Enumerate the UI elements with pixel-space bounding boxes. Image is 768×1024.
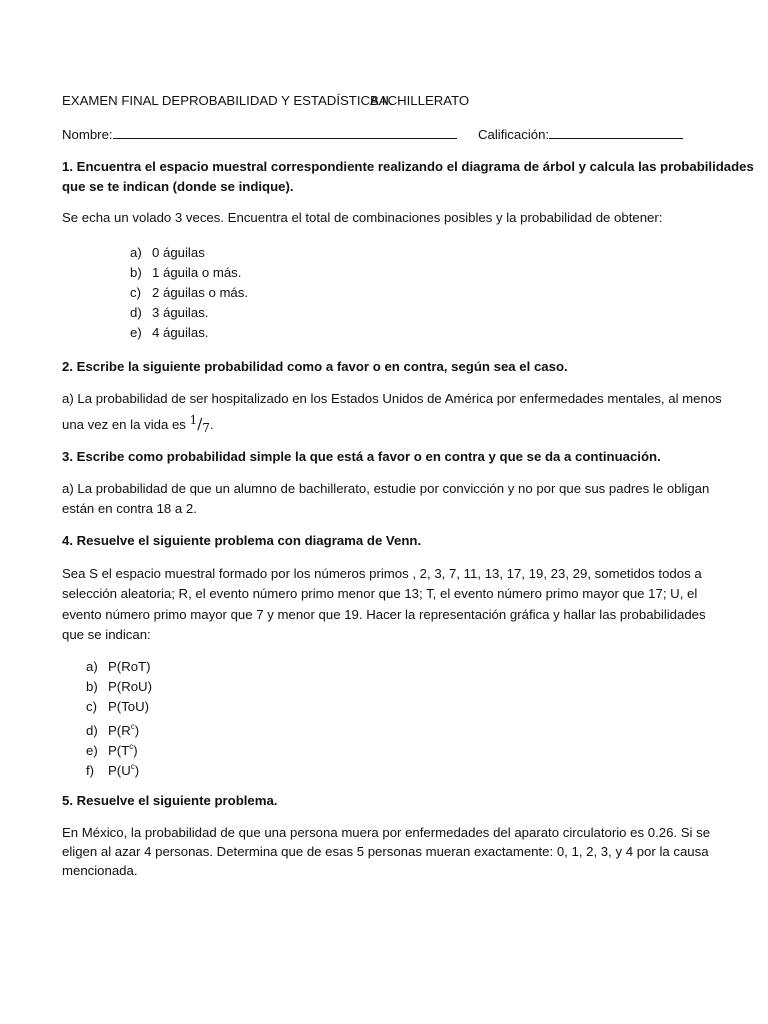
complement-superscript: c xyxy=(129,742,134,751)
q1-item-letter: b) xyxy=(130,265,142,280)
q4-heading: 4. Resuelve el siguiente problema con diagrama de Venn. xyxy=(62,533,422,548)
q5-paragraph-line: mencionada. xyxy=(62,863,138,878)
exam-level xyxy=(370,91,490,111)
q2-fraction: $^1/_7$ xyxy=(189,413,210,435)
fraction-numerator: 1 xyxy=(189,413,198,427)
q1-heading-line1: 1. Encuentra el espacio muestral correspondiente realizando el diagrama de árbol y calcula las probabilidades xyxy=(62,159,754,174)
q4-paragraph-line: selección aleatoria; R, el evento número primo menor que 13; T, el evento número primo mayor que 17; U, el xyxy=(62,586,698,601)
q2-line2 xyxy=(62,410,712,438)
q3-line1: a) La probabilidad de que un alumno de bachillerato, estudie por convicción y no por que sus padres le obligan xyxy=(62,481,710,496)
q1-item-letter: d) xyxy=(130,305,142,320)
name-label: Nombre: xyxy=(62,127,113,142)
exam-level-text: BACHILLERATO xyxy=(370,93,470,108)
q4-item-close: ) xyxy=(133,743,138,758)
q4-item-text: P(ToU) xyxy=(108,699,150,714)
q1-item xyxy=(130,323,208,343)
name-blank[interactable] xyxy=(113,124,457,139)
q4-item-text: P(U xyxy=(108,763,131,778)
q4-item-text: P(R xyxy=(108,723,131,738)
q1-item-letter: c) xyxy=(130,285,141,300)
q4-item xyxy=(86,657,151,677)
q4-item-letter: c) xyxy=(86,699,97,714)
q2-line2-prefix: una vez en la vida es xyxy=(62,417,190,432)
q3-heading: 3. Escribe como probabilidad simple la que está a favor o en contra y que se da a continuación. xyxy=(62,449,661,464)
q4-item-letter: b) xyxy=(86,679,98,694)
q4-item-letter: e) xyxy=(86,743,98,758)
q1-item-text: 3 águilas. xyxy=(152,305,209,320)
q4-item-close: ) xyxy=(134,723,140,738)
complement-superscript: c xyxy=(130,762,135,771)
q1-item xyxy=(130,283,248,303)
grade-blank[interactable] xyxy=(549,124,683,139)
q4-item xyxy=(86,697,149,717)
grade-row xyxy=(478,124,708,145)
q1-item xyxy=(130,303,208,323)
q2-heading: 2. Escribe la siguiente probabilidad como a favor o en contra, según sea el caso. xyxy=(62,359,568,374)
q4-item xyxy=(86,757,139,781)
q2-line2-suffix: . xyxy=(209,417,214,432)
q1-item xyxy=(130,243,205,263)
grade-label: Calificación: xyxy=(478,127,550,142)
q4-paragraph-line: Sea S el espacio muestral formado por los números primos , 2, 3, 7, 11, 13, 17, 19, 23, 29, sometidos todos a xyxy=(62,566,702,581)
q4-item-letter: d) xyxy=(86,723,98,738)
q4-paragraph-line: evento número primo mayor que 7 y menor que 19. Hacer la representación gráfica y hallar las probabilidades xyxy=(62,607,706,622)
q1-item-text: 2 águilas o más. xyxy=(152,285,249,300)
q4-item-text: P(RoU) xyxy=(108,679,152,694)
q1-item-letter: e) xyxy=(130,325,142,340)
q1-prompt: Se echa un volado 3 veces. Encuentra el total de combinaciones posibles y la probabilidad de obtener: xyxy=(62,210,663,225)
q5-paragraph-line: En México, la probabilidad de que una persona muera por enfermedades del aparato circulatorio es 0.26. Si se xyxy=(62,825,711,840)
q4-item xyxy=(86,677,152,697)
q1-item xyxy=(130,263,241,283)
q4-item-letter: a) xyxy=(86,659,98,674)
q4-item-text: P(T xyxy=(108,743,130,758)
q5-heading: 5. Resuelve el siguiente problema. xyxy=(62,793,278,808)
q2-line1: a) La probabilidad de ser hospitalizado en los Estados Unidos de América por enfermedades mentales, al menos xyxy=(62,391,722,406)
q1-item-letter: a) xyxy=(130,245,142,260)
q4-item-text: P(RoT) xyxy=(108,659,151,674)
q1-heading-line2: que se te indican (donde se indique). xyxy=(62,179,294,194)
q1-item-text: 0 águilas xyxy=(152,245,205,260)
q3-line2: están en contra 18 a 2. xyxy=(62,501,197,516)
q5-paragraph-line: eligen al azar 4 personas. Determina que de esas 5 personas mueran exactamente: 0, 1, 2, 3, y 4 por la causa xyxy=(62,844,709,859)
q4-paragraph-line: que se indican: xyxy=(62,627,151,642)
q1-item-text: 4 águilas. xyxy=(152,325,209,340)
exam-title: EXAMEN FINAL DEPROBABILIDAD Y ESTADÍSTICA II. xyxy=(62,93,393,108)
q1-item-text: 1 águila o más. xyxy=(152,265,242,280)
fraction-denominator: 7 xyxy=(202,421,210,435)
complement-superscript: c xyxy=(130,722,135,731)
q4-item-close: ) xyxy=(134,763,140,778)
q4-item-letter: f) xyxy=(86,763,95,778)
